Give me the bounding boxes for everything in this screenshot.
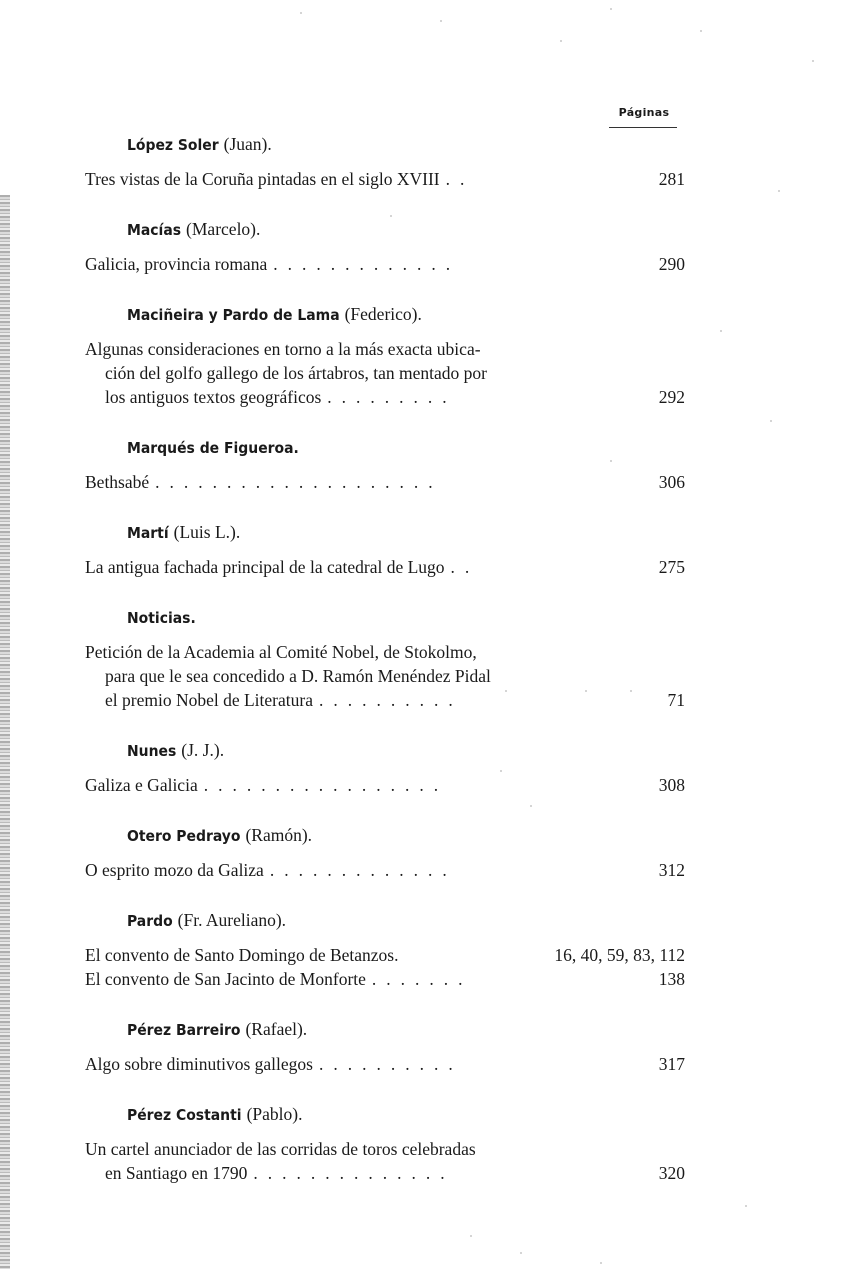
scan-speck <box>778 190 780 192</box>
author-surname: Pérez Costanti <box>127 1106 242 1124</box>
work-title-text: Bethsabé <box>85 472 150 492</box>
dot-leader: ....... <box>371 969 473 989</box>
index-entry <box>85 130 685 191</box>
work-entry <box>85 967 685 991</box>
scan-speck <box>440 20 442 22</box>
work-title-text: El convento de San Jacinto de Monforte <box>85 969 366 989</box>
work-entry <box>85 252 685 276</box>
dot-leader: .............. <box>253 1163 455 1183</box>
author-surname: Marqués de Figueroa. <box>127 439 299 457</box>
author-surname: Macías <box>127 221 182 239</box>
work-entry <box>85 773 685 797</box>
author-heading <box>85 433 685 462</box>
work-title-line <box>85 640 605 664</box>
work-entry <box>85 858 685 882</box>
page-number: 16, 40, 59, 83, 112 <box>554 945 685 965</box>
scan-speck <box>390 215 392 217</box>
work-title-text: Petición de la Academia al Comité Nobel, de Stokolmo, <box>85 642 477 662</box>
author-given-name: (Marcelo). <box>186 219 261 239</box>
work-entry <box>85 167 685 191</box>
dot-leader: ......... <box>327 387 457 407</box>
author-given-name: (J. J.). <box>181 740 225 760</box>
work-title-text: Un cartel anunciador de las corridas de toros celebradas <box>85 1139 476 1159</box>
work-title-text: ción del golfo gallego de los ártabros, tan mentado por <box>105 363 487 383</box>
scan-speck <box>300 12 302 14</box>
scan-speck <box>812 60 814 62</box>
index-entry <box>85 736 685 797</box>
author-given-name: (Luis L.). <box>173 522 241 542</box>
work-entry <box>85 1052 685 1076</box>
scan-speck <box>585 690 587 692</box>
scan-speck <box>770 420 772 422</box>
work-title <box>85 967 605 991</box>
page-number: 317 <box>658 1054 685 1074</box>
author-surname: López Soler <box>127 136 219 154</box>
scan-speck <box>505 690 507 692</box>
work-title-line <box>85 361 605 385</box>
author-heading <box>85 906 685 935</box>
index-entry <box>85 300 685 409</box>
scan-speck <box>700 30 702 32</box>
work-title <box>85 470 605 494</box>
author-given-name: (Federico). <box>344 304 422 324</box>
index-entries <box>85 130 685 1209</box>
work-title-line <box>85 470 605 494</box>
page-number: 138 <box>658 969 685 989</box>
author-given-name: (Fr. Aureliano). <box>177 910 287 930</box>
binding-edge <box>0 195 10 1269</box>
work-title <box>85 167 605 191</box>
work-title-line <box>85 773 605 797</box>
author-heading <box>85 300 685 329</box>
author-heading <box>85 1015 685 1044</box>
index-entry <box>85 1015 685 1076</box>
author-given-name: (Juan). <box>223 134 272 154</box>
scan-speck <box>500 770 502 772</box>
page-number: 312 <box>658 860 685 880</box>
author-heading <box>85 518 685 547</box>
work-title-text: Algo sobre diminutivos gallegos <box>85 1054 313 1074</box>
author-surname: Pérez Barreiro <box>127 1021 241 1039</box>
index-entry <box>85 518 685 579</box>
work-title-text: O esprito mozo da Galiza <box>85 860 264 880</box>
work-title-line <box>85 252 605 276</box>
page-number: 308 <box>658 775 685 795</box>
work-title-line <box>85 385 605 409</box>
work-title-line <box>85 858 605 882</box>
work-title-line <box>85 967 605 991</box>
scan-speck <box>610 460 612 462</box>
scan-speck <box>520 1252 522 1254</box>
dot-leader: .......... <box>318 690 463 710</box>
author-surname: Pardo <box>127 912 173 930</box>
work-title-line <box>85 1052 605 1076</box>
work-title-line <box>85 1137 605 1161</box>
page-number: 71 <box>667 690 685 710</box>
author-heading <box>85 603 685 632</box>
page-number: 320 <box>658 1163 685 1183</box>
author-given-name: (Ramón). <box>245 825 313 845</box>
work-title <box>85 773 605 797</box>
scan-speck <box>600 1262 602 1264</box>
work-entry <box>85 555 685 579</box>
work-title-text: Algunas consideraciones en torno a la más exacta ubica- <box>85 339 481 359</box>
pages-column-header: Páginas <box>618 106 670 119</box>
work-entry <box>85 640 685 712</box>
page-number: 306 <box>658 472 685 492</box>
author-given-name: (Rafael). <box>245 1019 308 1039</box>
work-entry <box>85 1137 685 1185</box>
work-title <box>85 337 605 409</box>
dot-leader: ............. <box>269 860 457 880</box>
work-title-line <box>85 167 605 191</box>
work-title-line <box>85 337 605 361</box>
work-title-line <box>85 664 605 688</box>
work-title-text: Galicia, provincia romana <box>85 254 268 274</box>
page-number: 290 <box>658 254 685 274</box>
index-entry <box>85 821 685 882</box>
work-entry <box>85 943 685 967</box>
work-title <box>85 943 485 967</box>
index-entry <box>85 906 685 991</box>
work-title-text: en Santiago en 1790 <box>105 1163 248 1183</box>
scan-speck <box>560 40 562 42</box>
work-title-text: La antigua fachada principal de la catedral de Lugo <box>85 557 445 577</box>
work-title <box>85 555 605 579</box>
scan-speck <box>720 330 722 332</box>
work-title-text: los antiguos textos geográficos <box>105 387 322 407</box>
author-heading <box>85 130 685 159</box>
page-number: 292 <box>658 387 685 407</box>
index-entry <box>85 433 685 494</box>
work-title-text: Galiza e Galicia <box>85 775 198 795</box>
dot-leader: .. <box>450 557 480 577</box>
index-entry <box>85 1100 685 1185</box>
work-title-text: Tres vistas de la Coruña pintadas en el siglo XVIII <box>85 169 440 189</box>
work-title <box>85 252 605 276</box>
work-title <box>85 858 605 882</box>
work-title <box>85 1137 605 1185</box>
author-heading <box>85 821 685 850</box>
scan-speck <box>630 690 632 692</box>
dot-leader: .. <box>445 169 475 189</box>
dot-leader: ............. <box>273 254 461 274</box>
work-title-text: para que le sea concedido a D. Ramón Menéndez Pidal <box>105 666 491 686</box>
author-surname: Noticias. <box>127 609 196 627</box>
work-title <box>85 640 605 712</box>
dot-leader: ................. <box>203 775 449 795</box>
work-title-line <box>85 555 605 579</box>
work-title <box>85 1052 605 1076</box>
author-surname: Nunes <box>127 742 177 760</box>
work-entry <box>85 470 685 494</box>
author-heading <box>85 1100 685 1129</box>
work-title-line <box>85 1161 605 1185</box>
work-entry <box>85 337 685 409</box>
header-rule <box>609 127 677 128</box>
index-entry <box>85 215 685 276</box>
author-surname: Maciñeira y Pardo de Lama <box>127 306 340 324</box>
author-surname: Otero Pedrayo <box>127 827 241 845</box>
scan-speck <box>530 805 532 807</box>
author-heading <box>85 736 685 765</box>
work-title-line <box>85 943 485 967</box>
scan-speck <box>610 8 612 10</box>
dot-leader: .......... <box>318 1054 463 1074</box>
index-entry <box>85 603 685 712</box>
scan-speck <box>745 1205 747 1207</box>
page-number: 275 <box>658 557 685 577</box>
work-title-text: El convento de Santo Domingo de Betanzos. <box>85 945 399 965</box>
work-title-text: el premio Nobel de Literatura <box>105 690 313 710</box>
scan-speck <box>470 1235 472 1237</box>
author-given-name: (Pablo). <box>246 1104 303 1124</box>
dot-leader: .................... <box>155 472 443 492</box>
author-heading <box>85 215 685 244</box>
author-surname: Martí <box>127 524 169 542</box>
work-title-line <box>85 688 605 712</box>
page-number: 281 <box>658 169 685 189</box>
